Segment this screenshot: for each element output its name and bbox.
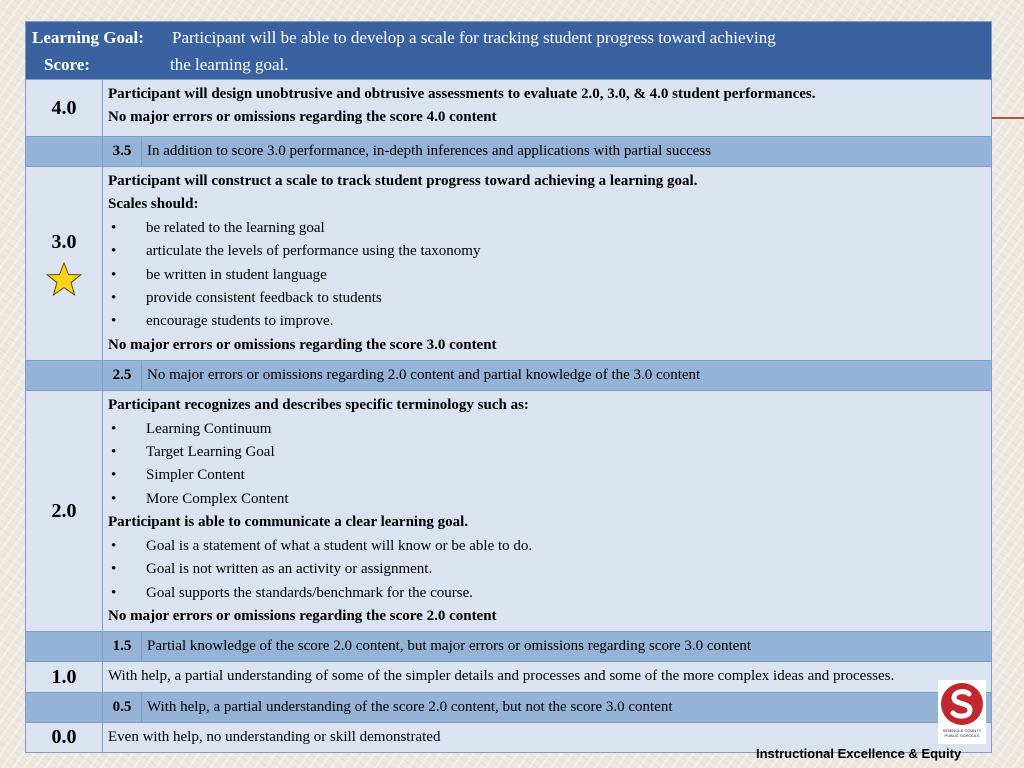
description-closing: No major errors or omissions regarding the score 2.0 content bbox=[108, 607, 497, 624]
score-value-cell bbox=[26, 167, 103, 361]
score-value: 4.0 bbox=[26, 80, 103, 137]
score-value: 2.5 bbox=[103, 361, 142, 391]
bullet-icon: • bbox=[111, 537, 117, 554]
bullet-icon: • bbox=[111, 584, 117, 601]
score-row-4-0 bbox=[26, 80, 992, 137]
scale-table bbox=[25, 21, 992, 753]
bullet-item: • be written in student language bbox=[108, 264, 986, 287]
bullet-icon: • bbox=[111, 561, 117, 578]
bullet-item: • provide consistent feedback to students bbox=[108, 287, 986, 310]
logo-text: SEMINOLE COUNTY PUBLIC SCHOOLS bbox=[942, 728, 982, 738]
bullet-item: • Learning Continuum bbox=[108, 418, 986, 441]
score-row-2-5 bbox=[26, 361, 992, 391]
header-row bbox=[26, 22, 992, 80]
score-description: No major errors or omissions regarding 2.0 content and partial knowledge of the 3.0 content bbox=[142, 361, 992, 391]
blank-cell bbox=[26, 137, 103, 167]
bullet-item: • More Complex Content bbox=[108, 488, 986, 511]
bullet-icon: • bbox=[111, 266, 117, 283]
header-cell bbox=[26, 22, 992, 80]
bullet-icon: • bbox=[111, 444, 117, 461]
score-description bbox=[103, 80, 992, 137]
bullet-icon: • bbox=[111, 420, 117, 437]
score-value: 2.0 bbox=[26, 391, 103, 632]
bullet-item: • Simpler Content bbox=[108, 464, 986, 487]
blank-cell bbox=[26, 361, 103, 391]
score-row-3-5 bbox=[26, 137, 992, 167]
bullet-item: • Goal is not written as an activity or assignment. bbox=[108, 558, 986, 581]
score-value: 0.5 bbox=[103, 692, 142, 722]
score-row-3-0 bbox=[26, 167, 992, 361]
description-line: Participant will design unobtrusive and obtrusive assessments to evaluate 2.0, 3.0, & 4.0 student performances. bbox=[108, 86, 816, 102]
score-description bbox=[103, 167, 992, 361]
score-value: 1.5 bbox=[103, 632, 142, 662]
bullet-icon: • bbox=[111, 290, 117, 307]
star-icon bbox=[46, 262, 82, 296]
description-closing: No major errors or omissions regarding the score 3.0 content bbox=[108, 336, 497, 353]
bullet-icon: • bbox=[111, 243, 117, 260]
description-intro: Participant recognizes and describes specific terminology such as: bbox=[108, 397, 529, 414]
score-row-1-0 bbox=[26, 662, 992, 692]
description-subhead: Participant is able to communicate a clear learning goal. bbox=[108, 514, 469, 531]
bullet-icon: • bbox=[111, 219, 117, 236]
score-description bbox=[103, 391, 992, 632]
bullet-item: • be related to the learning goal bbox=[108, 217, 986, 240]
bullet-icon: • bbox=[111, 490, 117, 507]
score-description: With help, a partial understanding of some of the simpler details and processes and some of the more complex ideas and processes. bbox=[103, 662, 992, 692]
bullet-item: • articulate the levels of performance using the taxonomy bbox=[108, 240, 986, 263]
score-row-0-5 bbox=[26, 692, 992, 722]
score-description: Even with help, no understanding or skill demonstrated bbox=[103, 722, 992, 752]
bullet-item: • encourage students to improve. bbox=[108, 310, 986, 333]
score-label-text: the learning goal. bbox=[170, 55, 289, 74]
score-label: Score: bbox=[44, 55, 90, 74]
footer-text: Instructional Excellence & Equity bbox=[756, 746, 962, 761]
learning-goal-label: Learning Goal: bbox=[32, 28, 144, 47]
bullet-icon: • bbox=[111, 467, 117, 484]
score-description: Partial knowledge of the score 2.0 content, but major errors or omissions regarding score 3.0 content bbox=[142, 632, 992, 662]
learning-goal-text: Participant will be able to develop a scale for tracking student progress toward achieving bbox=[172, 28, 776, 47]
logo-s-icon bbox=[938, 680, 986, 728]
bullet-icon: • bbox=[111, 313, 117, 330]
score-value: 3.5 bbox=[103, 137, 142, 167]
blank-cell bbox=[26, 632, 103, 662]
score-value: 3.0 bbox=[51, 231, 77, 254]
description-intro: Participant will construct a scale to track student progress toward achieving a learning goal. bbox=[108, 173, 698, 189]
bullet-item: • Goal is a statement of what a student will know or be able to do. bbox=[108, 535, 986, 558]
score-row-1-5 bbox=[26, 632, 992, 662]
score-description: With help, a partial understanding of the score 2.0 content, but not the score 3.0 content bbox=[142, 692, 992, 722]
bullet-item: • Target Learning Goal bbox=[108, 441, 986, 464]
description-line: No major errors or omissions regarding the score 4.0 content bbox=[108, 109, 497, 126]
score-row-2-0 bbox=[26, 391, 992, 632]
description-subhead: Scales should: bbox=[108, 196, 199, 213]
score-description: In addition to score 3.0 performance, in-depth inferences and applications with partial success bbox=[142, 137, 992, 167]
score-value: 1.0 bbox=[26, 662, 103, 692]
seminole-county-logo bbox=[938, 680, 986, 744]
bullet-item: • Goal supports the standards/benchmark for the course. bbox=[108, 582, 986, 605]
score-value: 0.0 bbox=[26, 722, 103, 752]
blank-cell bbox=[26, 692, 103, 722]
accent-line bbox=[990, 117, 1024, 119]
